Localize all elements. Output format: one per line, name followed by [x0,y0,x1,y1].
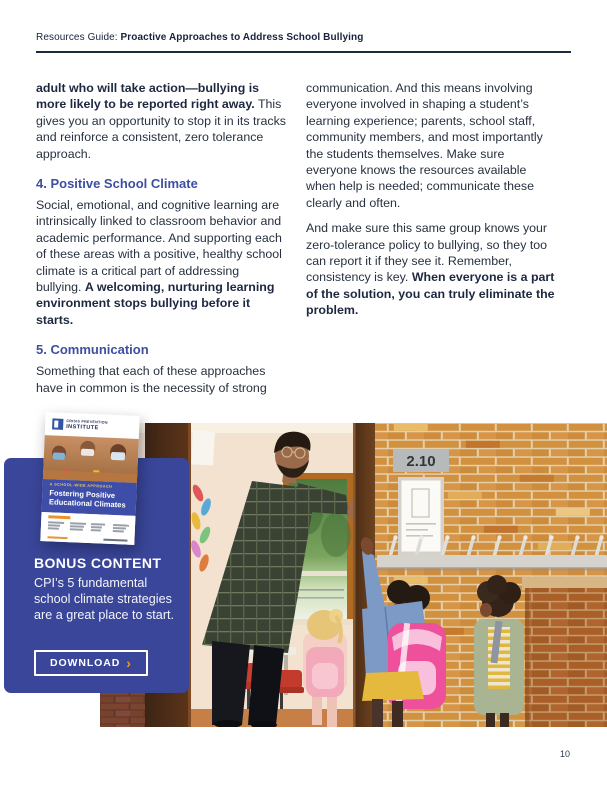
header-rule [36,51,571,53]
column-left [36,80,288,405]
logo-line2: INSTITUTE [66,423,99,431]
paragraph: communication. And this means involving everyone involved in shaping a student’s learning experience; parents, school staff, community members, and most importantly the students themselves. Make sure everyone knows the resources available when help is needed; communicate these clearly and often. [306,81,543,210]
face-mask [111,452,125,461]
bonus-description: CPI’s 5 fundamental school climate strategies are a great place to start. [34,576,175,622]
room-number-sign: 2.10 [406,453,436,470]
text-run: This gives you an opportunity to stop it in its tracks and reinforce a consistent, zero tolerance approach. [36,97,287,161]
download-button[interactable] [34,650,148,676]
paragraph [36,80,288,162]
page-number: 10 [559,749,570,759]
chevron-right-icon: › [126,654,132,671]
yellow-skirt [362,671,424,701]
brochure-title: Fostering Positive Educational Climates [48,488,126,510]
face-mask [53,452,65,459]
text-run: Social, emotional, and cognitive learning are intrinsically linked to classroom behavior and academic performance. And supporting each of these areas with a positive, healthy school climate is a critical part of addressing bullying. [36,198,282,295]
paragraph: Something that each of these approaches have in common is the necessity of strong [36,364,267,395]
bold-run: adult who will take action—bullying is more likely to be reported right away. [36,81,260,112]
page-header [36,32,571,43]
header-title: Proactive Approaches to Address School Bullying [120,32,364,43]
download-label: DOWNLOAD [50,657,121,669]
logo-line1: CRISIS PREVENTION [66,418,108,425]
section-heading-5: 5. Communication [36,342,149,358]
wall-poster [191,430,215,465]
column-right [306,80,558,328]
brick-pillar [522,577,607,727]
brochure-footer [40,512,135,545]
brochure-thumbnail[interactable] [40,412,139,545]
bold-run: When everyone is a part of the solution, you can truly eliminate the problem. [306,270,555,318]
brochure-title-band [42,479,137,516]
brochure-cover-photo [43,435,139,483]
child-curly-hair [474,575,524,727]
text-run: And make sure this same group knows your zero-tolerance policy to bullying, so they too can report it if they see it. Remember, consistency is key. [306,221,548,285]
face-mask [81,449,94,457]
header-prefix: Resources Guide: [36,32,121,43]
brochure-eyebrow: A SCHOOL-WIDE APPROACH [49,482,113,489]
paragraph [306,220,558,318]
cpi-logo-icon [52,418,63,429]
bonus-title: BONUS CONTENT [34,555,162,571]
paragraph [36,197,288,328]
section-heading-4: 4. Positive School Climate [36,176,198,192]
bold-run: A welcoming, nurturing learning environment stops bullying before it starts. [36,280,275,327]
